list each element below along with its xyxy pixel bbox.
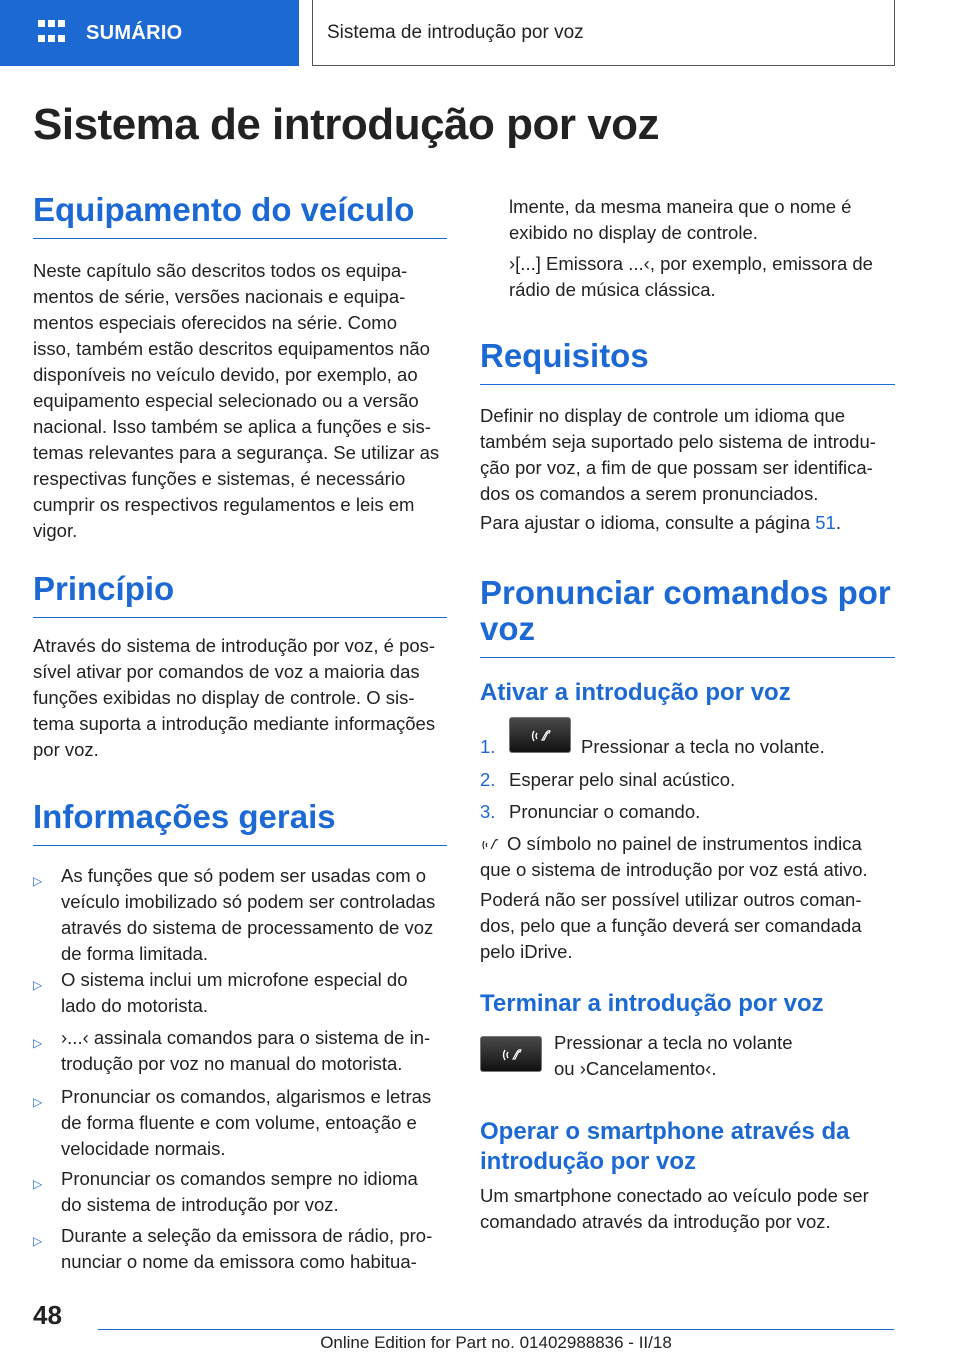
triangle-bullet-icon: ▷: [33, 1095, 43, 1109]
voice-symbol-icon: [481, 1037, 543, 1073]
grid-menu-icon: [38, 20, 66, 46]
symbol-line: [480, 831, 895, 857]
text-line: Um smartphone conectado ao veículo pode ser: [480, 1185, 869, 1206]
subsection-title-operar: [480, 1117, 895, 1177]
breadcrumb-label: Sistema de introdução por voz: [327, 21, 584, 43]
paragraph-podera: [480, 887, 895, 965]
breadcrumb[interactable]: [312, 0, 895, 66]
triangle-bullet-icon: ▷: [33, 1234, 43, 1248]
text-line: pelo iDrive.: [480, 941, 573, 962]
text-line: Pronunciar os comandos sempre no idioma: [61, 1168, 418, 1189]
text-line: dos, pelo que a função deverá ser comandada: [480, 915, 862, 936]
title-line: Operar o smartphone através da: [480, 1118, 850, 1145]
section-title-principio: Princípio: [33, 571, 447, 618]
paragraph-ajustar-idioma: [480, 510, 895, 536]
step-number: 2.: [480, 769, 496, 790]
title-line: introdução por voz: [480, 1148, 696, 1175]
text-line: Neste capítulo são descritos todos os equipa‐: [33, 260, 408, 281]
page-number: 48: [33, 1300, 62, 1330]
step-number: 1.: [480, 736, 496, 757]
voice-button-icon: [509, 717, 571, 753]
text-line: vigor.: [33, 520, 78, 541]
text-line: lmente, da mesma maneira que o nome é: [509, 196, 852, 217]
paragraph-emissora: [509, 251, 895, 303]
text-line: nacional. Isso também se aplica a funções e sis‐: [33, 416, 431, 437]
text-line: Durante a seleção da emissora de rádio, pro‐: [61, 1225, 433, 1246]
text-line: rádio de música clássica.: [509, 279, 716, 300]
text-line: O símbolo no painel de instrumentos indica: [507, 833, 862, 854]
footer-edition: Online Edition for Part no. 01402988836 - II/18: [320, 1333, 672, 1352]
step-number: 3.: [480, 801, 496, 822]
text-line: equipamento especial selecionado ou a versão: [33, 390, 419, 411]
triangle-bullet-icon: ▷: [33, 874, 43, 888]
text-line: do sistema de introdução por voz.: [61, 1194, 339, 1215]
section-title-requisitos: Requisitos: [480, 338, 895, 385]
paragraph-operar: [480, 1183, 895, 1235]
text-line: Pressionar a tecla no volante: [554, 1032, 793, 1053]
paragraph-terminar: [554, 1030, 895, 1082]
paragraph-equipamento: [33, 258, 447, 544]
text-line: mentos de série, versões nacionais e equipa‐: [33, 286, 406, 307]
triangle-bullet-icon: ▷: [33, 978, 43, 992]
title-line: voz: [480, 610, 536, 647]
page-link[interactable]: 51: [815, 512, 836, 533]
text-line: trodução por voz no manual do motorista.: [61, 1053, 403, 1074]
subsection-title-terminar: Terminar a introdução por voz: [480, 990, 824, 1017]
text-line: de forma limitada.: [61, 943, 209, 964]
text-line: Pronunciar os comandos, algarismos e letras: [61, 1086, 432, 1107]
subsection-title-ativar: Ativar a introdução por voz: [480, 679, 791, 706]
paragraph-continuation: [509, 194, 895, 246]
text-line: Para ajustar o idioma, consulte a página: [480, 512, 816, 533]
paragraph-requisitos: [480, 403, 895, 507]
text-line: tema suporta a introdução mediante informações: [33, 713, 436, 734]
text-line: veículo imobilizado só podem ser controladas: [61, 891, 436, 912]
triangle-bullet-icon: ▷: [33, 1036, 43, 1050]
text-line: velocidade normais.: [61, 1138, 226, 1159]
section-title-pronunciar: [480, 575, 895, 658]
text-line: ›[...] Emissora ...‹, por exemplo, emissora de: [509, 253, 873, 274]
toc-button[interactable]: [0, 0, 299, 66]
text-line: dos os comandos a serem pronunciados.: [480, 483, 819, 504]
text-line: que o sistema de introdução por voz está ativo.: [480, 859, 868, 880]
paragraph-simbolo: [480, 831, 895, 883]
text-line: ou ›Cancelamento‹.: [554, 1058, 717, 1079]
step-text: Esperar pelo sinal acústico.: [509, 769, 736, 790]
text-line: respectivas funções e sistemas, é necessário: [33, 468, 406, 489]
top-bar: [0, 0, 960, 66]
text-line: disponíveis no veículo devido, por exemplo, ao: [33, 364, 418, 385]
text-line: Através do sistema de introdução por voz, é pos‐: [33, 635, 436, 656]
step-text: Pressionar a tecla no volante.: [581, 736, 825, 757]
text-line: ção por voz, a fim de que possam ser identifica‐: [480, 457, 873, 478]
step-text: Pronunciar o comando.: [509, 801, 701, 822]
footer-divider: [98, 1329, 894, 1330]
triangle-bullet-icon: ▷: [33, 1177, 43, 1191]
text-line: cumprir os respectivos regulamentos e leis em: [33, 494, 415, 515]
text-line: sível ativar por comandos de voz a maioria das: [33, 661, 420, 682]
title-line: Pronunciar comandos por: [480, 574, 891, 611]
text-line: por voz.: [33, 739, 99, 760]
section-title-informacoes: Informações gerais: [33, 799, 447, 846]
text-line: nunciar o nome da emissora como habitua‐: [61, 1251, 417, 1272]
text-line: lado do motorista.: [61, 995, 209, 1016]
text-line: temas relevantes para a segurança. Se utilizar as: [33, 442, 440, 463]
punctuation: .: [835, 512, 841, 533]
text-line: mentos especiais oferecidos na série. Como: [33, 312, 398, 333]
paragraph-principio: [33, 633, 447, 763]
text-line: também seja suportado pelo sistema de introdu‐: [480, 431, 876, 452]
text-line: isso, também estão descritos equipamentos não: [33, 338, 430, 359]
text-line: comandado através da introdução por voz.: [480, 1211, 831, 1232]
voice-symbol-icon: [510, 718, 572, 754]
text-line: de forma fluente e com volume, entoação e: [61, 1112, 417, 1133]
section-title-equipamento: Equipamento do veículo: [33, 192, 447, 239]
text-line: Poderá não ser possível utilizar outros coman‐: [480, 889, 862, 910]
text-line: exibido no display de controle.: [509, 222, 758, 243]
page-title: Sistema de introdução por voz: [33, 100, 660, 149]
text-line: As funções que só podem ser usadas com o: [61, 865, 427, 886]
voice-button-icon: [480, 1036, 542, 1072]
text-line: O sistema inclui um microfone especial do: [61, 969, 408, 990]
text-line: funções exibidas no display de controle. O sis‐: [33, 687, 415, 708]
text-line: Definir no display de controle um idioma que: [480, 405, 846, 426]
text-line: através do sistema de processamento de voz: [61, 917, 434, 938]
toc-label: SUMÁRIO: [86, 21, 183, 44]
text-line: ›...‹ assinala comandos para o sistema de in‐: [61, 1027, 431, 1048]
voice-symbol-icon: [480, 833, 502, 855]
